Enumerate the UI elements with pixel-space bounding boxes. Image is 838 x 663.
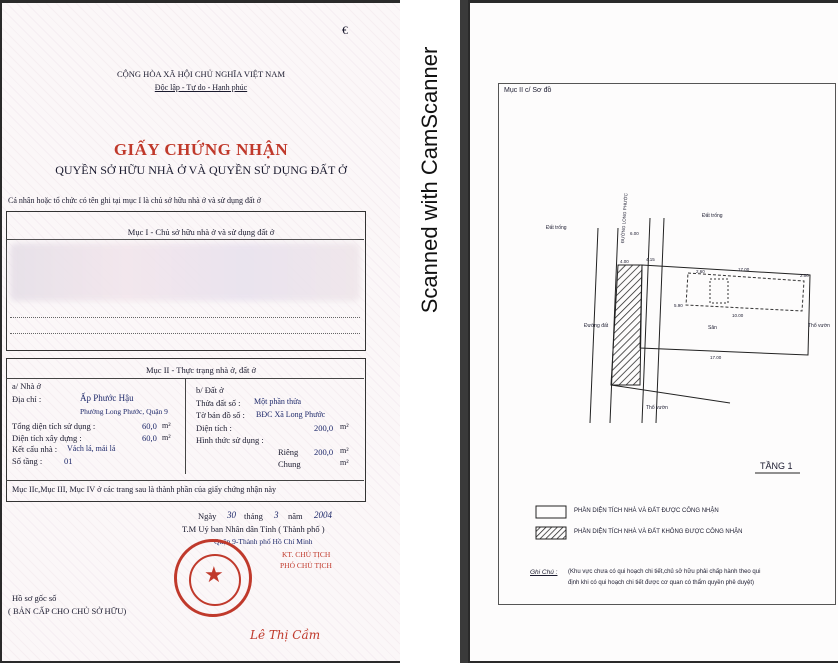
- dim-label: 10.00: [732, 313, 744, 318]
- role-line2: PHÓ CHỦ TỊCH: [280, 561, 332, 570]
- dim-label: 5.90: [674, 303, 683, 308]
- built-area-value: 60,0: [142, 433, 157, 443]
- yard-label: Sân: [708, 325, 717, 331]
- shared-label: Chung: [278, 459, 301, 469]
- private-label: Riêng: [278, 447, 299, 457]
- floors-label: Số tầng :: [12, 456, 43, 466]
- parcel-label: Thửa đất số :: [196, 398, 241, 408]
- unit: m²: [162, 421, 171, 430]
- land-left-label: Đất trống: [546, 225, 567, 231]
- section2-heading: Mục II - Thực trạng nhà ở, đất ở: [146, 365, 256, 375]
- dim-label: 17.00: [738, 267, 750, 272]
- section1-heading: Mục I - Chủ sở hữu nhà ở và sử dụng đất ở: [127, 227, 275, 237]
- floor-area-label: Tổng diện tích sử dụng :: [12, 421, 96, 431]
- dirt-road-label: Đường đất: [584, 323, 609, 329]
- corner-mark: €: [342, 23, 348, 37]
- certificate-title: GIẤY CHỨNG NHẬN: [113, 140, 289, 159]
- address-value: Ấp Phước Hậu: [80, 393, 134, 403]
- floor-label: TẦNG 1: [760, 461, 793, 471]
- address-label: Địa chỉ :: [12, 394, 42, 404]
- date-month-label: tháng: [244, 511, 263, 521]
- map-label: Tờ bản đồ số :: [196, 410, 245, 420]
- dim-label: 17.00: [710, 355, 722, 360]
- certificate-subtitle: QUYỀN SỞ HỮU NHÀ Ở VÀ QUYỀN SỬ DỤNG ĐẤT Ở: [55, 163, 347, 177]
- house-heading: a/ Nhà ở: [12, 381, 42, 391]
- land-heading: b/ Đất ở: [196, 385, 224, 395]
- note-line1: (Khu vực chưa có qui hoạch chi tiết,chủ sở hữu phải chấp hành theo qui: [568, 569, 761, 575]
- column-divider: [185, 378, 186, 474]
- unit: m²: [340, 446, 349, 455]
- garden-label: Thổ vườn: [808, 323, 830, 329]
- certificate-front-page: [2, 3, 400, 661]
- area-value: 200,0: [314, 423, 334, 433]
- area-label: Diện tích :: [196, 423, 232, 433]
- land-right-label: Đất trống: [702, 213, 723, 219]
- dim-label: 4.00: [620, 259, 629, 264]
- intro-text: Cá nhân hoặc tổ chức có tên ghi tại mục I là chủ sở hữu nhà ở và sử dụng đất ở: [8, 196, 261, 205]
- structure-label: Kết cấu nhà :: [12, 444, 58, 454]
- official-seal: [174, 539, 252, 617]
- republic-header: CỘNG HÒA XÃ HỘI CHỦ NGHĨA VIỆT NAM: [116, 69, 286, 79]
- legend-not-recognized: PHẦN DIỆN TÍCH NHÀ VÀ ĐẤT KHÔNG ĐƯỢC CÔNG NHẬN: [574, 529, 743, 535]
- dim-label: 4.15: [646, 257, 655, 262]
- note-line2: định khi có qui hoạch chi tiết được cơ quan có thẩm quyền phê duyệt): [568, 580, 754, 586]
- page-edge: [460, 0, 468, 663]
- divider: [6, 239, 364, 240]
- dotted-line: [10, 317, 360, 318]
- floor-area-value: 60,0: [142, 421, 157, 431]
- dim-label: 6.00: [630, 231, 639, 236]
- seal-star-icon: ★: [204, 562, 224, 587]
- date-year-label: năm: [288, 511, 303, 521]
- authority-line1: T.M Uỷ ban Nhân dân Tỉnh ( Thành phố ): [182, 524, 325, 534]
- dotted-line: [10, 333, 360, 334]
- role-line1: KT. CHỦ TỊCH: [282, 550, 331, 559]
- address-value-ward: Phường Long Phước, Quận 9: [80, 407, 168, 416]
- map-value: BĐC Xã Long Phước: [256, 410, 326, 419]
- site-plan-drawing: [470, 3, 838, 661]
- unit: m²: [162, 433, 171, 442]
- use-label: Hình thức sử dụng :: [196, 435, 264, 445]
- legend-recognized: PHẦN DIỆN TÍCH NHÀ VÀ ĐẤT ĐƯỢC CÔNG NHẬN: [574, 508, 719, 514]
- plan-heading: Mục II c/ Sơ đồ: [504, 87, 552, 94]
- date-day: 30: [227, 510, 236, 520]
- file-number-label: Hồ sơ gốc số: [12, 593, 57, 603]
- floors-value: 01: [64, 456, 73, 466]
- watermark-text: Scanned with CamScanner: [417, 46, 442, 314]
- motto-header: Độc lập - Tự do - Hạnh phúc: [154, 83, 248, 92]
- date-day-label: Ngày: [198, 511, 217, 521]
- site-plan-page: [470, 3, 838, 661]
- note-label: Ghi Chú :: [530, 569, 558, 576]
- copy-label: ( BẢN CẤP CHO CHỦ SỞ HỮU): [8, 606, 127, 616]
- parcel-value: Một phần thửa: [254, 397, 301, 406]
- authority-line2: Quận 9-Thành phố Hồ Chí Minh: [214, 537, 313, 546]
- road-name-label: ĐƯỜNG LONG PHƯỚC: [620, 192, 629, 244]
- garden-label: Thổ vườn: [646, 405, 668, 411]
- signature: Lê Thị Cầm: [250, 628, 321, 642]
- redacted-owner-info: [10, 243, 360, 301]
- divider: [6, 480, 364, 481]
- private-value: 200,0: [314, 447, 334, 457]
- date-year: 2004: [314, 510, 332, 520]
- unit: m²: [340, 422, 349, 431]
- more-sections-note: Mục IIc,Mục III, Mục IV ở các trang sau là thành phần của giấy chứng nhận này: [12, 485, 277, 494]
- structure-value: Vách lá, mái lá: [67, 444, 116, 453]
- scanner-watermark: [400, 0, 460, 663]
- dim-label: 2.00: [800, 273, 809, 278]
- date-month: 3: [274, 510, 279, 520]
- unit: m²: [340, 458, 349, 467]
- dim-label: 2.60: [696, 269, 705, 274]
- built-area-label: Diện tích xây dựng :: [12, 433, 82, 443]
